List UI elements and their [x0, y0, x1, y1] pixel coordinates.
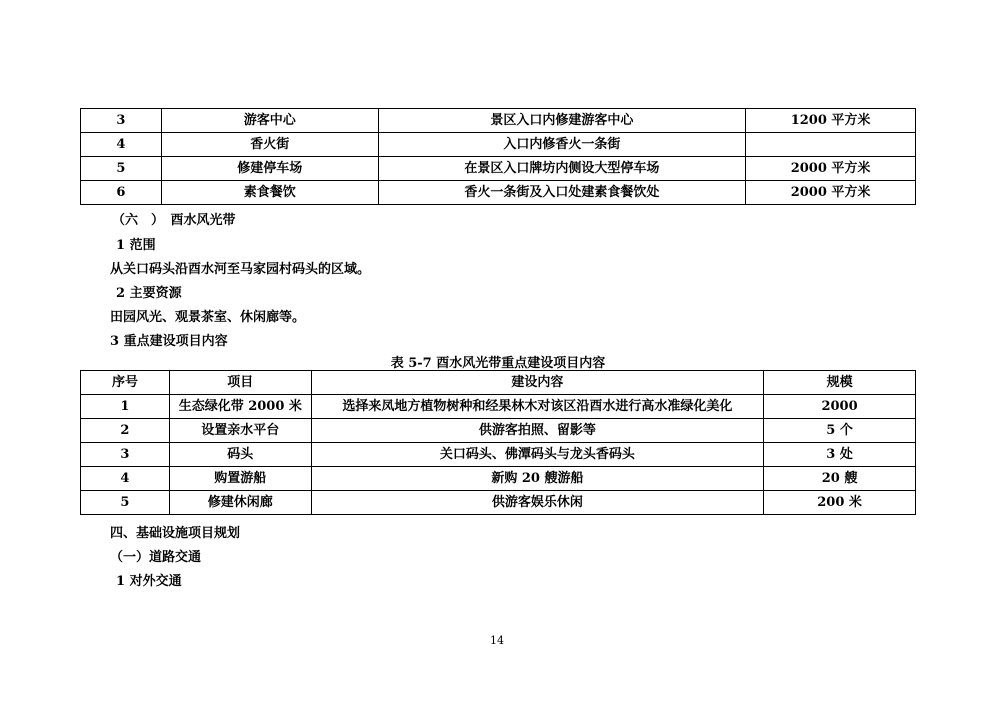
table-cell: 关口码头、佛潭码头与龙头香码头 [311, 443, 763, 467]
page-number: 14 [490, 634, 504, 647]
project-table-continued [80, 108, 916, 205]
table-cell: 4 [81, 133, 162, 157]
table-row [81, 109, 916, 133]
subheading-external-traffic: 1 对外交通 [116, 574, 182, 589]
table-cell: 2000 [764, 395, 916, 419]
table-cell: 5 [81, 491, 170, 515]
table-cell: 5 个 [764, 419, 916, 443]
table-cell: 3 [81, 109, 162, 133]
subheading-roads: （一）道路交通 [110, 550, 202, 565]
table-cell [746, 133, 916, 157]
table-cell: 修建停车场 [161, 157, 378, 181]
table-row [81, 419, 916, 443]
table-cell: 供游客娱乐休闲 [311, 491, 763, 515]
table-cell: 码头 [169, 443, 311, 467]
table-cell: 游客中心 [161, 109, 378, 133]
table-cell: 设置亲水平台 [169, 419, 311, 443]
table-cell: 在景区入口牌坊内侧设大型停车场 [378, 157, 746, 181]
table-cell: 修建休闲廊 [169, 491, 311, 515]
table-cell: 2000 平方米 [746, 181, 916, 205]
table-cell: 入口内修香火一条街 [378, 133, 746, 157]
table-cell: 购置游船 [169, 467, 311, 491]
table-cell: 4 [81, 467, 170, 491]
table-cell: 生态绿化带 2000 米 [169, 395, 311, 419]
column-header: 序号 [81, 371, 170, 395]
table-row [81, 491, 916, 515]
key-projects-table [80, 370, 916, 515]
table-caption: 表 5-7 酉水风光带重点建设项目内容 [390, 356, 606, 371]
table-row [81, 181, 916, 205]
table-row [81, 133, 916, 157]
table-header-row [81, 371, 916, 395]
table-cell: 2 [81, 419, 170, 443]
table-cell: 选择来凤地方植物树种和经果林木对该区沿酉水进行高水准绿化美化 [311, 395, 763, 419]
table-row [81, 157, 916, 181]
table-row [81, 443, 916, 467]
table-cell: 景区入口内修建游客中心 [378, 109, 746, 133]
column-header: 规模 [764, 371, 916, 395]
column-header: 建设内容 [311, 371, 763, 395]
paragraph-scope: 从关口码头沿酉水河至马家园村码头的区域。 [110, 262, 371, 277]
column-header: 项目 [169, 371, 311, 395]
table-cell: 3 [81, 443, 170, 467]
subheading-scope: 1 范围 [116, 238, 156, 253]
table-cell: 1 [81, 395, 170, 419]
table-row [81, 395, 916, 419]
table-cell: 供游客拍照、留影等 [311, 419, 763, 443]
paragraph-resources: 田园风光、观景茶室、休闲廊等。 [110, 310, 306, 325]
subheading-resources: 2 主要资源 [116, 286, 182, 301]
table-cell: 素食餐饮 [161, 181, 378, 205]
table-cell: 新购 20 艘游船 [311, 467, 763, 491]
table-cell: 5 [81, 157, 162, 181]
table-cell: 1200 平方米 [746, 109, 916, 133]
table-cell: 6 [81, 181, 162, 205]
table-cell: 200 米 [764, 491, 916, 515]
subheading-projects: 3 重点建设项目内容 [110, 334, 228, 349]
table-cell: 20 艘 [764, 467, 916, 491]
table-cell: 3 处 [764, 443, 916, 467]
section-heading-infrastructure: 四、基础设施项目规划 [110, 526, 241, 541]
table-row [81, 467, 916, 491]
table-cell: 2000 平方米 [746, 157, 916, 181]
table-cell: 香火一条街及入口处建素食餐饮处 [378, 181, 746, 205]
section-heading: （六 ） 酉水风光带 [112, 213, 236, 228]
table-cell: 香火街 [161, 133, 378, 157]
